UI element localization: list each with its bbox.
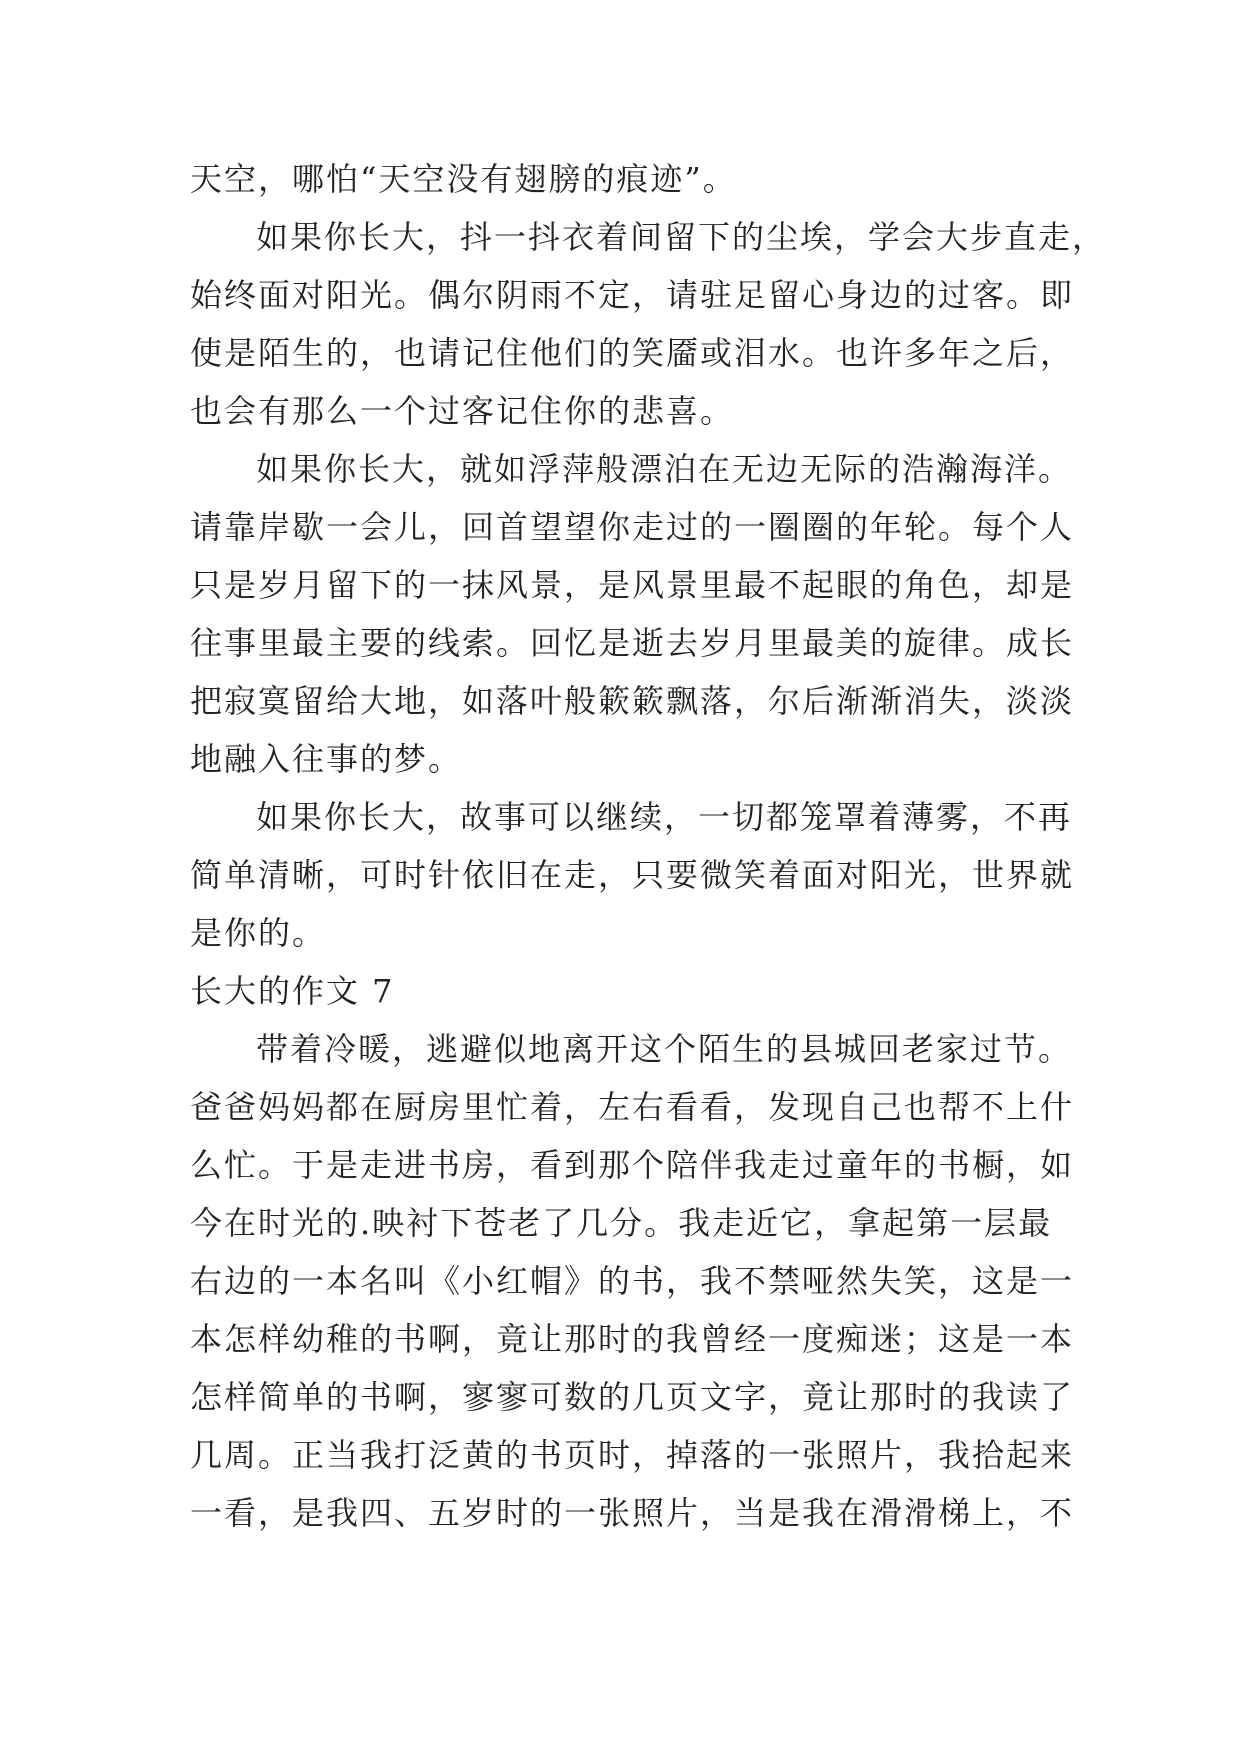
text-line: 也会有那么一个过客记住你的悲喜。 [190,392,735,430]
text-line: 本怎样幼稚的书啊，竟让那时的我曾经一度痴迷；这是一本 [190,1320,1075,1358]
text-line: 往事里最主要的线索。回忆是逝去岁月里最美的旋律。成长 [190,624,1075,662]
text-line: 简单清晰，可时针依旧在走，只要微笑着面对阳光，世界就 [190,856,1075,894]
text-line: 请靠岸歇一会儿，回首望望你走过的一圈圈的年轮。每个人 [190,508,1075,546]
text-line: 么忙。于是走进书房，看到那个陪伴我走过童年的书橱，如 [190,1146,1075,1184]
text-line: 始终面对阳光。偶尔阴雨不定，请驻足留心身边的过客。即 [190,276,1075,314]
text-line: 使是陌生的，也请记住他们的笑靥或泪水。也许多年之后， [190,334,1075,372]
text-line: 长大的作文 7 [190,972,395,1010]
text-line: 把寂寞留给大地，如落叶般簌簌飘落，尔后渐渐消失，淡淡 [190,682,1075,720]
text-line: 带着冷暖，逃避似地离开这个陌生的县城回老家过节。 [256,1030,1073,1068]
text-line: 天空，哪怕“天空没有翅膀的痕迹”。 [190,160,737,198]
text-line: 一看，是我四、五岁时的一张照片，当是我在滑滑梯上，不 [190,1494,1075,1532]
text-line: 如果你长大，故事可以继续，一切都笼罩着薄雾，不再 [256,798,1073,836]
text-line: 如果你长大，就如浮萍般漂泊在无边无际的浩瀚海洋。 [256,450,1073,488]
text-line: 是你的。 [190,914,327,952]
text-line: 只是岁月留下的一抹风景，是风景里最不起眼的角色，却是 [190,566,1075,604]
text-line: 右边的一本名叫《小红帽》的书，我不禁哑然失笑，这是一 [190,1262,1075,1300]
text-line: 今在时光的.映衬下苍老了几分。我走近它，拿起第一层最 [190,1204,1053,1242]
text-line: 如果你长大，抖一抖衣着间留下的尘埃，学会大步直走， [256,218,1107,256]
text-line: 爸爸妈妈都在厨房里忙着，左右看看，发现自己也帮不上什 [190,1088,1075,1126]
document-body [190,150,1107,1542]
text-line: 几周。正当我打泛黄的书页时，掉落的一张照片，我拾起来 [190,1436,1075,1474]
text-line: 地融入往事的梦。 [190,740,463,778]
text-line: 怎样简单的书啊，寥寥可数的几页文字，竟让那时的我读了 [190,1378,1075,1416]
